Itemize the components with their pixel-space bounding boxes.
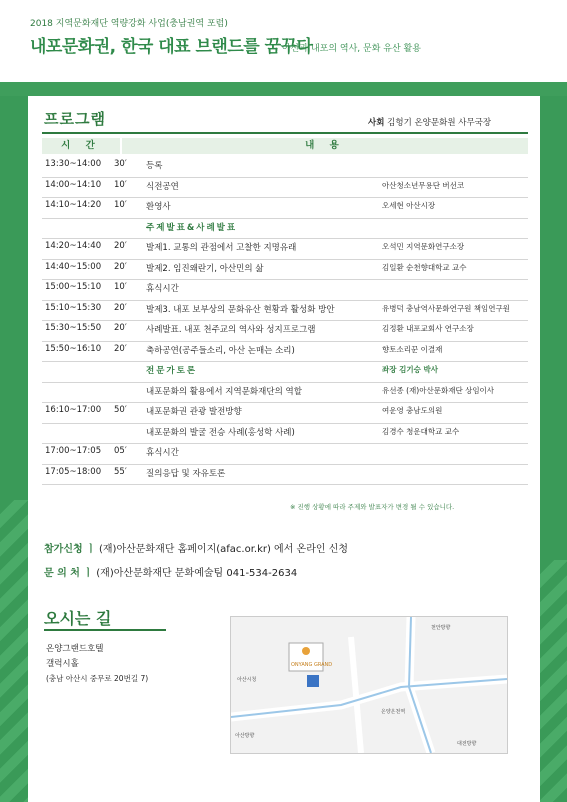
- map-label-cheonan: 천안방향: [431, 625, 451, 631]
- header-green-bar: [0, 82, 567, 96]
- row-time: 14:10~14:20: [45, 200, 102, 210]
- table-row: [42, 279, 528, 301]
- table-row: [42, 341, 528, 363]
- row-time: 16:10~17:00: [45, 405, 102, 415]
- header-subtitle: 2018 지역문화재단 역량강화 사업(충남권역 포럼): [30, 19, 228, 29]
- col-content-header: 내 용: [122, 138, 528, 154]
- row-program: 내포문화의 활용에서 지역문화재단의 역할: [146, 386, 302, 397]
- program-note: ※ 진행 상황에 따라 주제와 발표자가 변경 될 수 있습니다.: [290, 503, 455, 511]
- row-minutes: 20′: [114, 261, 127, 272]
- venue-hall: 갤럭시홀: [46, 659, 79, 669]
- venue-address: (충남 아산시 중무로 20번길 7): [46, 674, 149, 683]
- row-minutes: 30′: [114, 159, 127, 169]
- row-minutes: 50′: [114, 405, 127, 415]
- apply-label: 참가신청 ㅣ: [44, 544, 96, 555]
- table-row: [42, 238, 528, 260]
- row-speaker: 아산청소년무용단 버선코: [382, 180, 465, 190]
- map-graphic: [231, 617, 507, 753]
- content-card: [28, 96, 540, 802]
- decorative-stripe-right: [540, 560, 567, 802]
- apply-text: (재)아산문화재단 홈페이지(afac.or.kr) 에서 온라인 신청: [98, 544, 349, 555]
- table-row: [42, 300, 528, 322]
- map-label-asan: 아산방향: [235, 733, 255, 739]
- row-program: 식전공연: [146, 181, 179, 192]
- table-row: [42, 177, 528, 199]
- location-underline: [44, 629, 166, 631]
- program-host: [368, 116, 491, 128]
- row-time: 17:05~18:00: [45, 466, 102, 477]
- row-time: 14:20~14:40: [45, 241, 102, 251]
- row-program: 축하공연(공주들소리, 아산 논매는 소리): [146, 345, 295, 356]
- map-label-daejeon: 대전방향: [457, 741, 477, 747]
- row-speaker: 오석민 지역문화연구소장: [382, 242, 465, 251]
- row-minutes: 20′: [114, 241, 127, 251]
- row-speaker: 여운영 충남도의원: [382, 406, 443, 415]
- row-time: 15:50~16:10: [45, 343, 102, 354]
- table-row: [42, 382, 528, 404]
- table-row: [42, 197, 528, 219]
- row-program: 내포문화의 발굴 전승 사례(홍성학 사례): [146, 427, 295, 438]
- row-program: 발제1. 교통의 관점에서 고찰한 지명유래: [146, 243, 297, 253]
- table-row: [42, 320, 528, 342]
- row-program: 주제발표&사례발표: [146, 222, 238, 233]
- map-hotel-label: ONYANG GRAND: [291, 662, 333, 668]
- row-program: 등록: [146, 161, 163, 171]
- col-time-header: 시 간: [42, 138, 120, 154]
- location-title: 오시는 길: [44, 609, 112, 628]
- row-program: 휴식시간: [146, 284, 179, 294]
- row-time: 17:00~17:05: [45, 446, 102, 456]
- row-time: 15:00~15:10: [45, 282, 102, 292]
- row-minutes: 10′: [114, 282, 127, 292]
- header-title: 내포문화권, 한국 대표 브랜드를 꿈꾸다: [30, 37, 313, 57]
- table-row: [42, 259, 528, 281]
- row-program: 환영사: [146, 202, 171, 212]
- map-label-city-hall: 아산시청: [237, 677, 257, 683]
- apply-info: [44, 540, 348, 555]
- row-program: 휴식시간: [146, 448, 179, 458]
- table-row: [42, 156, 528, 178]
- row-speaker: 좌장 김기승 박사: [382, 365, 438, 374]
- row-speaker: 오세현 아산시장: [382, 201, 436, 210]
- row-speaker: 향토소리꾼 이결재: [382, 344, 443, 354]
- row-time: 14:40~15:00: [45, 261, 102, 272]
- row-program: 질의응답 및 자유토론: [146, 468, 226, 479]
- row-program: 전문가토론: [146, 366, 198, 376]
- row-time: 15:30~15:50: [45, 323, 102, 333]
- inquiry-text: (재)아산문화재단 문화예술팀 041-534-2634: [96, 568, 298, 579]
- row-program: 내포문화권 관광 발전방향: [146, 407, 242, 417]
- row-speaker: 유선종 (재)아산문화재단 상임이사: [382, 385, 495, 395]
- header-tagline: 아산과 내포의 역사, 문화 유산 활용: [282, 44, 421, 54]
- row-minutes: 10′: [114, 179, 127, 190]
- row-program: 발제3. 내포 보부상의 문화유산 현황과 활성화 방안: [146, 304, 335, 315]
- row-minutes: 20′: [114, 302, 127, 313]
- location-map: [230, 616, 508, 754]
- row-speaker: 김일환 순천향대학교 교수: [382, 262, 467, 272]
- row-minutes: 05′: [114, 446, 127, 456]
- map-label-station: 온양온천역: [381, 709, 406, 715]
- inquiry-info: [44, 564, 297, 579]
- row-time: 13:30~14:00: [45, 159, 102, 169]
- table-row: [42, 443, 528, 465]
- host-label: 사회: [368, 118, 385, 128]
- venue-name: 온양그랜드호텔: [46, 644, 104, 654]
- program-underline: [42, 132, 528, 134]
- program-section-header: [42, 361, 528, 383]
- host-name: 김헝기 온양문화원 사무국장: [387, 118, 492, 128]
- row-minutes: 20′: [114, 343, 127, 354]
- row-speaker: 유병덕 충남역사문화연구원 책임연구원: [382, 303, 510, 313]
- row-minutes: 10′: [114, 200, 127, 210]
- table-row: [42, 464, 528, 486]
- row-minutes: 20′: [114, 323, 127, 333]
- program-section-header: [42, 218, 528, 240]
- row-minutes: 55′: [114, 466, 127, 477]
- row-speaker: 김정환 내포교회사 연구소장: [382, 324, 474, 333]
- row-time: 15:10~15:30: [45, 302, 102, 313]
- decorative-stripe-left: [0, 500, 28, 802]
- program-title: 프로그램: [44, 110, 106, 128]
- row-program: 사례발표. 내포 천주교의 역사와 성지프로그램: [146, 325, 316, 335]
- table-row: [42, 423, 528, 445]
- header-band: [0, 0, 567, 95]
- row-program: 발제2. 임진왜란기, 아산민의 삶: [146, 263, 264, 274]
- inquiry-label: 문 의 처 ㅣ: [44, 568, 94, 579]
- row-time: 14:00~14:10: [45, 179, 102, 190]
- table-row: [42, 402, 528, 424]
- row-speaker: 김경수 청운대학교 교수: [382, 426, 460, 436]
